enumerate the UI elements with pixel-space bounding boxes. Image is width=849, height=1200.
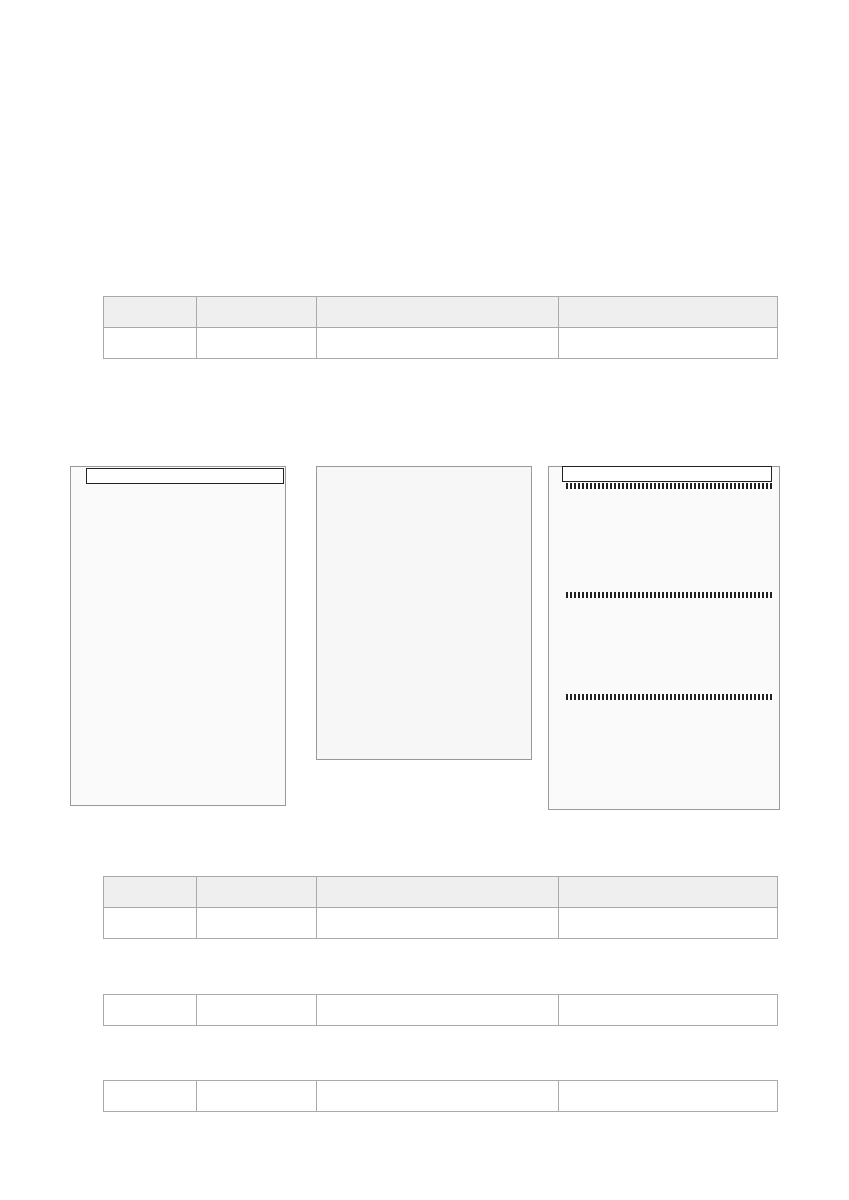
options-cell (559, 908, 778, 939)
wire-o-2 (566, 592, 774, 598)
model-33-board (70, 466, 286, 806)
col-medidas (197, 877, 317, 908)
wire-o-1 (566, 483, 774, 489)
options-cell (559, 995, 778, 1026)
col-referencia (104, 877, 197, 908)
col-referencia (104, 297, 197, 328)
size-cell (197, 995, 317, 1026)
ref-cell (104, 1081, 197, 1112)
staple-strip-3333 (562, 466, 772, 482)
lang-cell (317, 995, 559, 1026)
lang-cell (317, 328, 559, 359)
model-333-board (316, 466, 532, 760)
spec-table-3333 (103, 1080, 778, 1112)
size-cell (197, 328, 317, 359)
lang-cell (317, 908, 559, 939)
col-idiomas (317, 297, 559, 328)
options-cell (559, 1081, 778, 1112)
size-cell (197, 1081, 317, 1112)
ref-cell (104, 328, 197, 359)
wire-o-3 (566, 694, 774, 700)
lang-cell (317, 1081, 559, 1112)
spec-table-3 (103, 296, 778, 359)
options-cell (559, 328, 778, 359)
staple-strip-33 (86, 468, 284, 484)
spec-table-333 (103, 994, 778, 1026)
size-cell (197, 908, 317, 939)
ref-cell (104, 995, 197, 1026)
col-opciones (559, 877, 778, 908)
model-3333-board (548, 466, 780, 810)
ref-cell (104, 908, 197, 939)
col-idiomas (317, 877, 559, 908)
col-opciones (559, 297, 778, 328)
spec-table-33 (103, 876, 778, 939)
col-medidas (197, 297, 317, 328)
